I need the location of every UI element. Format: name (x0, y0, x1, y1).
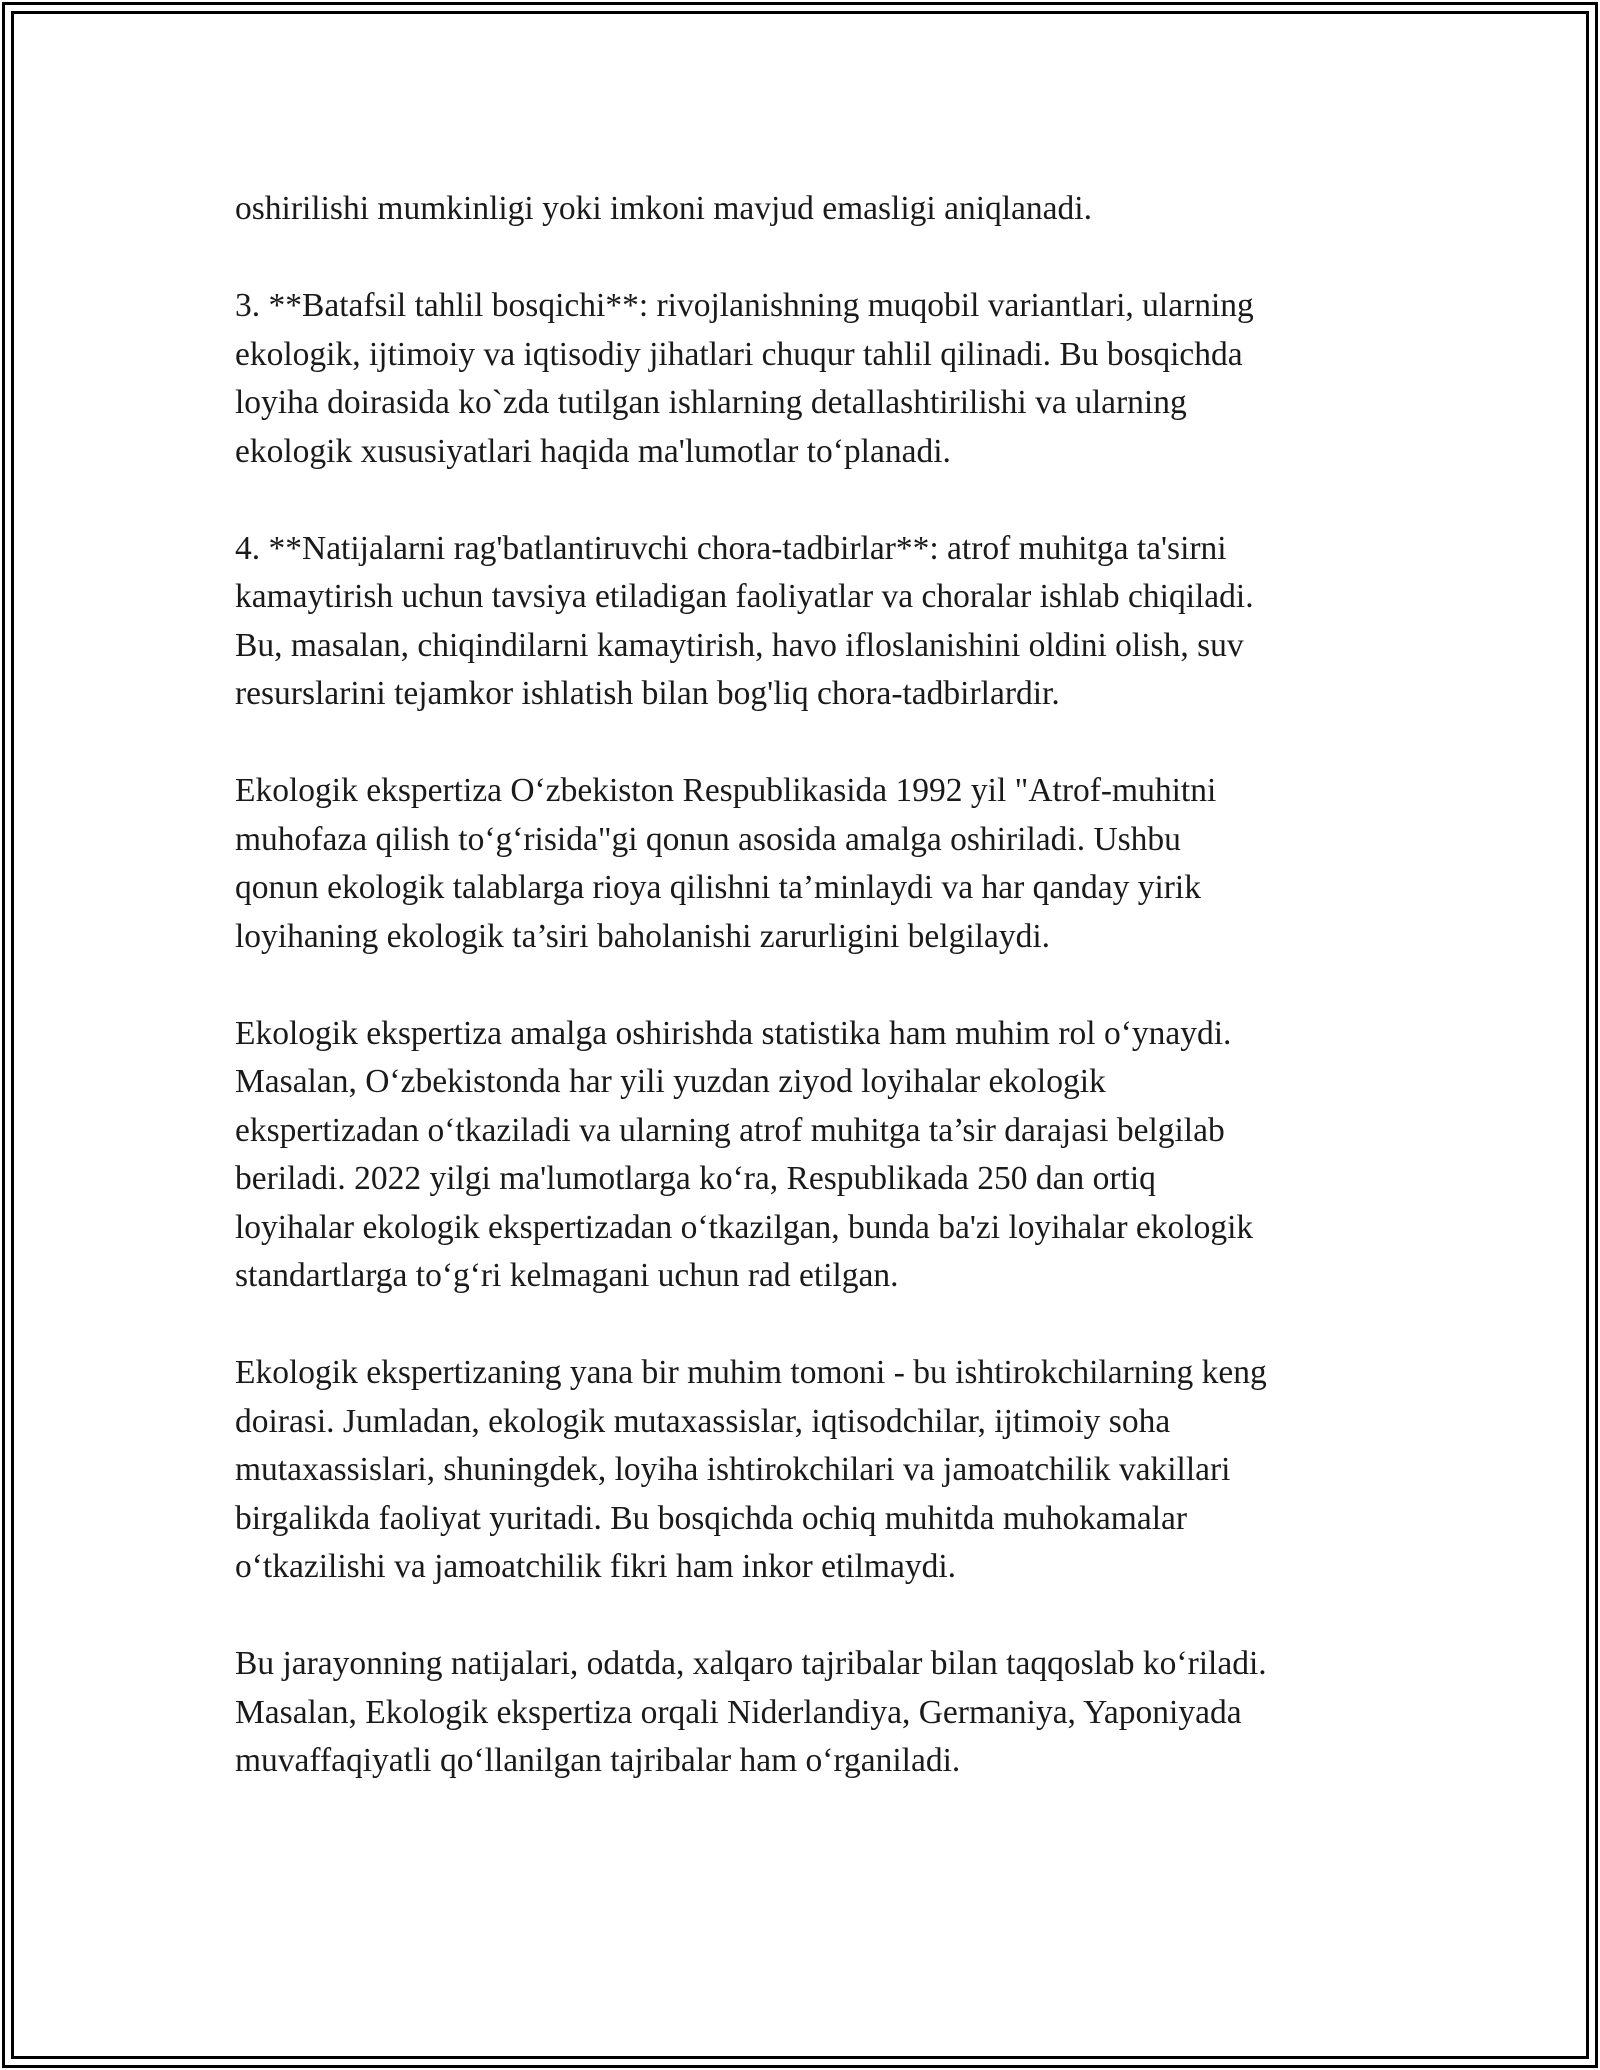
text-line: Ekologik ekspertiza amalga oshirishda statistika ham muhim rol o‘ynaydi. (235, 1014, 1232, 1052)
paragraph (235, 1349, 1385, 1592)
text-line: beriladi. 2022 yilgi ma'lumotlarga ko‘ra, Respublikada 250 dan ortiq (235, 1160, 1156, 1197)
text-line: 4. **Natijalarni rag'batlantiruvchi chora-tadbirlar**: atrof muhitga ta'sirni (235, 529, 1227, 567)
text-line: Ekologik ekspertizaning yana bir muhim tomoni - bu ishtirokchilarning keng (235, 1354, 1267, 1391)
paragraph (235, 1010, 1385, 1301)
text-line: ekspertizadan o‘tkaziladi va ularning atrof muhitga ta’sir darajasi belgilab (235, 1111, 1225, 1149)
text-line: birgalikda faoliyat yuritadi. Bu bosqichda ochiq muhitda muhokamalar (235, 1499, 1188, 1537)
text-line: qonun ekologik talablarga rioya qilishni ta’minlaydi va har qanday yirik (235, 869, 1201, 906)
text-line: 3. **Batafsil tahlil bosqichi**: rivojlanishning muqobil variantlari, ularning (235, 287, 1254, 324)
text-line: ekologik xususiyatlari haqida ma'lumotlar to‘planadi. (235, 432, 951, 470)
text-line: mutaxassislari, shuningdek, loyiha ishtirokchilari va jamoatchilik vakillari (235, 1451, 1231, 1488)
text-line: Bu, masalan, chiqindilarni kamaytirish, havo ifloslanishini oldini olish, suv (235, 626, 1244, 664)
text-line: doirasi. Jumladan, ekologik mutaxassislar, iqtisodchilar, ijtimoiy soha (235, 1402, 1171, 1440)
text-line: muvaffaqiyatli qo‘llanilgan tajribalar ham o‘rganiladi. (235, 1742, 961, 1779)
text-line: muhofaza qilish to‘g‘risida"gi qonun asosida amalga oshiriladi. Ushbu (235, 820, 1181, 858)
text-line: resurslarini tejamkor ishlatish bilan bog'liq chora-tadbirlardir. (235, 675, 1060, 712)
text-line: Masalan, Ekologik ekspertiza orqali Niderlandiya, Germaniya, Yaponiyada (235, 1693, 1242, 1731)
text-line: loyiha doirasida ko`zda tutilgan ishlarning detallashtirilishi va ularning (235, 384, 1187, 421)
paragraph (235, 525, 1385, 719)
document-body (235, 185, 1385, 1834)
paragraph (235, 282, 1385, 476)
text-line: Ekologik ekspertiza O‘zbekiston Respublikasida 1992 yil "Atrof-muhitni (235, 772, 1217, 809)
paragraph (235, 1640, 1385, 1786)
text-line: kamaytirish uchun tavsiya etiladigan faoliyatlar va choralar ishlab chiqiladi. (235, 578, 1254, 615)
paragraph (235, 185, 1385, 234)
text-line: standartlarga to‘g‘ri kelmagani uchun rad etilgan. (235, 1257, 899, 1294)
text-line: Masalan, O‘zbekistonda har yili yuzdan ziyod loyihalar ekologik (235, 1063, 1106, 1100)
text-line: Bu jarayonning natijalari, odatda, xalqaro tajribalar bilan taqqoslab ko‘riladi. (235, 1645, 1267, 1682)
text-line: loyihalar ekologik ekspertizadan o‘tkazilgan, bunda ba'zi loyihalar ekologik (235, 1208, 1254, 1246)
text-line: loyihaning ekologik ta’siri baholanishi zarurligini belgilaydi. (235, 917, 1051, 955)
text-line: oshirilishi mumkinligi yoki imkoni mavjud emasligi aniqlanadi. (235, 190, 1092, 227)
text-line: ekologik, ijtimoiy va iqtisodiy jihatlari chuqur tahlil qilinadi. Bu bosqichda (235, 335, 1243, 373)
paragraph (235, 767, 1385, 961)
text-line: o‘tkazilishi va jamoatchilik fikri ham inkor etilmaydi. (235, 1548, 957, 1585)
